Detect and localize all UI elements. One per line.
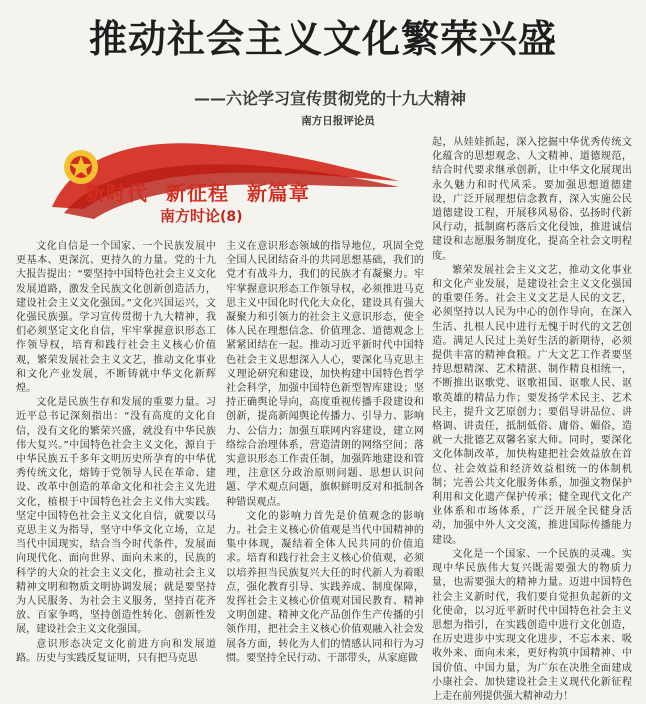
banner-phrase: 新时代 (85, 181, 148, 205)
paragraph: 文化是一个国家、一个民族的灵魂。实现中华民族伟大复兴既需要强大的物质力量，也需要强大的精神力量。迈进中国特色社会主义新时代，我们要自觉担负起新的文化使命，以习近平新时代中国特色社会主义思想为指引，在实践创造中进行文化创造，在历史进步中实现文化进步，不忘本来、吸收外来、面向未来，更好构筑中国精神、中国价值、中国力量，为广东在决胜全面建成小康社会、加快建设社会主义现代化新征程上走在前列提供强大精神动力！ (432, 548, 632, 702)
paragraph-continued: 起，从娃娃抓起，深入挖掘中华优秀传统文化蕴含的思想观念、人文精神、道德规范，结合时代要求继承创新，让中华文化展现出永久魅力和时代风采。要加强思想道德建设，广泛开展理想信念教育，深入实施公民道德建设工程，开展移风易俗、弘扬时代新风行动，抵制腐朽落后文化侵蚀，推进诚信建设和志愿服务制度化，提高全社会文明程度。 (432, 137, 632, 262)
byline: 南方日报评论员 (301, 115, 375, 127)
subtitle: ——六论学习宣传贯彻党的十九大精神 (193, 89, 466, 108)
banner-phrase: 新征程 (165, 181, 229, 205)
text-column-2 (226, 240, 424, 680)
banner-phrase: 新篇章 (246, 181, 310, 205)
paragraph: 繁荣发展社会主义文艺，推动文化事业和文化产业发展，是建设社会主义文化强国的重要任务。社会主义文艺是人民的文艺，必须坚持以人民为中心的创作导向，在深入生活、扎根人民中进行无愧于时代的文艺创造。满足人民过上美好生活的新期待，必须提供丰富的精神食粮。广大文艺工作者要坚持思想精深、艺术精湛、制作精良相统一，不断推出讴歌党、讴歌祖国、讴歌人民、讴歌英雄的精品力作；要发扬学术民主、艺术民主，提升文艺原创力；要倡导讲品位、讲格调、讲责任，抵制低俗、庸俗、媚俗，造就一大批德艺双馨名家大师。同时，要深化文化体制改革，加快构建把社会效益放在首位、社会效益和经济效益相统一的体制机制；完善公共文化服务体系，加强文物保护利用和文化遗产保护传承；健全现代文化产业体系和市场体系，广泛开展全民健身活动，加强中外人文交流，推进国际传播能力建设。 (432, 264, 632, 546)
column-name: 南方时论 (160, 207, 221, 225)
paragraph: 文化自信是一个国家、一个民族发展中更基本、更深沉、更持久的力量。党的十九大报告提出：“要坚持中国特色社会主义文化发展道路，激发全民族文化创新创造活力，建设社会主义文化强国。”文化兴国运兴，文化强民族强。学习宣传贯彻十九大精神，我们必须坚定文化自信，牢牢掌握意识形态工作领导权，培育和践行社会主义核心价值观，繁荣发展社会主义文艺，推动文化事业和文化产业发展，不断铸就中华文化新辉煌。 (16, 241, 216, 395)
text-column-1 (16, 240, 216, 680)
column-number: (8) (220, 209, 243, 225)
headline: 推动社会主义文化繁荣兴盛 (88, 17, 557, 61)
text-column-3 (432, 136, 632, 702)
banner-slogan (85, 177, 320, 206)
column-label (160, 205, 243, 226)
paragraph: 文化的影响力首先是价值观念的影响力。社会主义核心价值观是当代中国精神的集中体现，凝结着全体人民共同的价值追求。培育和践行社会主义核心价值观，必须以培养担当民族复兴大任的时代新人为着眼点，强化教育引导、实践养成、制度保障，发挥社会主义核心价值观对国民教育、精神文明创建、精神文化产品创作生产传播的引领作用，把社会主义核心价值观融入社会发展各方面，转化为人们的情感认同和行为习惯。要坚持全民行动、干部带头，从家庭做 (226, 510, 424, 664)
paragraph: 文化是民族生存和发展的重要力量。习近平总书记深刻指出：“没有高度的文化自信，没有文化的繁荣兴盛，就没有中华民族伟大复兴。”中国特色社会主义文化，源自于中华民族五千多年文明历史所孕育的中华优秀传统文化，熔铸于党领导人民在革命、建设、改革中创造的革命文化和社会主义先进文化，植根于中国特色社会主义伟大实践。坚定中国特色社会主义文化自信，就要以马克思主义为指导，坚守中华文化立场，立足当代中国现实，结合当今时代条件，发展面向现代化、面向世界、面向未来的，民族的科学的大众的社会主义文化，推动社会主义精神文明和物质文明协调发展；就是要坚持为人民服务、为社会主义服务，坚持百花齐放、百家争鸣，坚持创造性转化、创新性发展，建设社会主义文化强国。 (16, 397, 216, 636)
paragraph-continued: 主义在意识形态领域的指导地位，巩固全党全国人民团结奋斗的共同思想基础，我们的党才有战斗力，我们的民族才有凝聚力。牢牢掌握意识形态工作领导权，必须推进马克思主义中国化时代化大众化，建设具有强大凝聚力和引领力的社会主义意识形态，使全体人民在理想信念、价值理念、道德观念上紧紧团结在一起。推动习近平新时代中国特色社会主义思想深入人心，要深化马克思主义理论研究和建设，加快构建中国特色哲学社会科学，加强中国特色新型智库建设；坚持正确舆论导向，高度重视传播手段建设和创新，提高新闻舆论传播力、引导力、影响力、公信力；加强互联网内容建设，建立网络综合治理体系，营造清朗的网络空间；落实意识形态工作责任制，加强阵地建设和管理，注意区分政治原则问题、思想认识问题、学术观点问题，旗帜鲜明反对和抵制各种错误观点。 (226, 241, 424, 508)
paragraph: 意识形态决定文化前进方向和发展道路。历史与实践反复证明，只有把马克思 (16, 638, 216, 664)
